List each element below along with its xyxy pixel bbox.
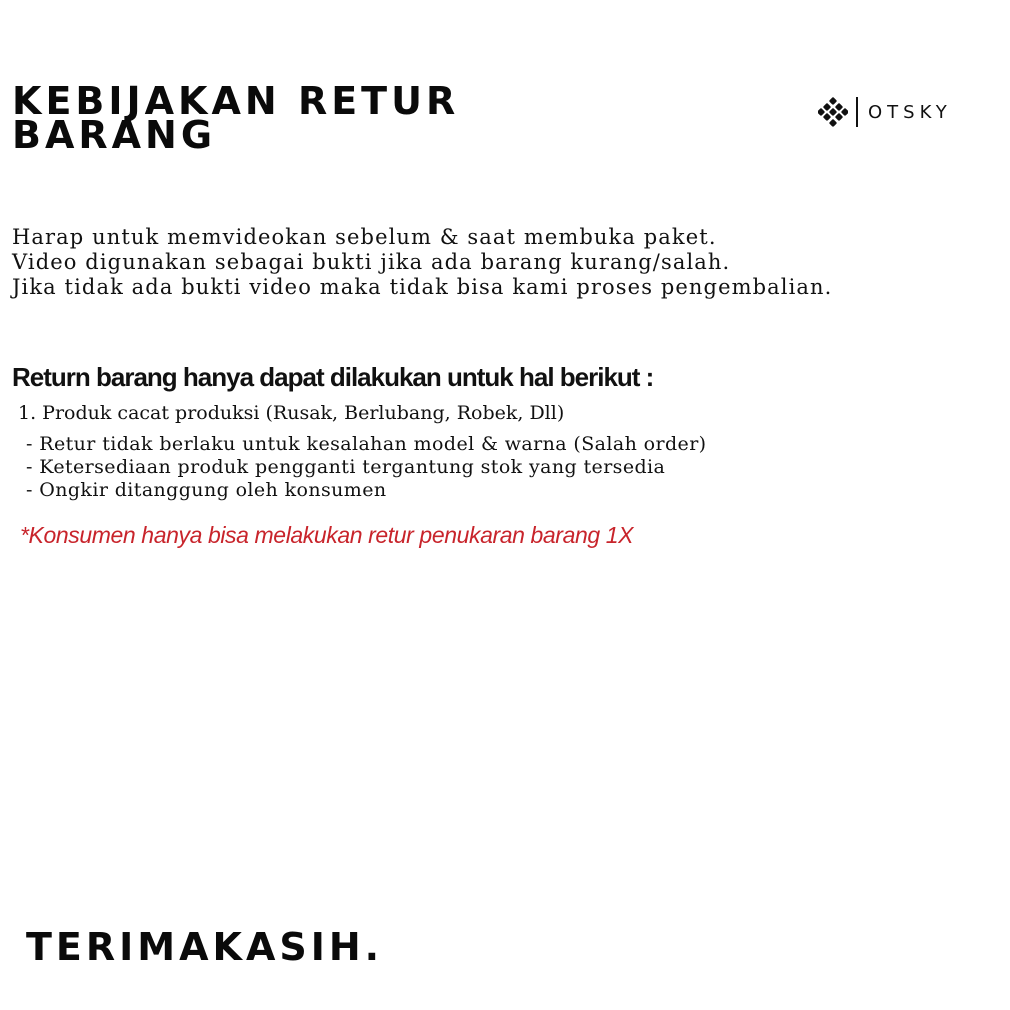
page-title — [12, 79, 460, 157]
condition-notes — [18, 433, 707, 502]
condition-note: - Ongkir ditanggung oleh konsumen — [26, 479, 387, 501]
return-heading: Return barang hanya dapat dilakukan untuk hal berikut : — [12, 362, 654, 392]
page-title-line-1: KEBIJAKAN RETUR — [12, 79, 460, 123]
page-title-line-2: BARANG — [12, 113, 217, 157]
intro-line-3: Jika tidak ada bukti video maka tidak bisa kami proses pengembalian. — [12, 275, 833, 299]
return-conditions — [18, 402, 707, 502]
intro-line-2: Video digunakan sebagai bukti jika ada barang kurang/salah. — [12, 250, 731, 274]
condition-note: - Ketersediaan produk pengganti tergantung stok yang tersedia — [26, 456, 666, 478]
exchange-limit-note: *Konsumen hanya bisa melakukan retur penukaran barang 1X — [20, 522, 634, 548]
condition-note: - Retur tidak berlaku untuk kesalahan model & warna (Salah order) — [26, 433, 707, 455]
intro-paragraph — [12, 225, 1007, 300]
intro-line-1: Harap untuk memvideokan sebelum & saat membuka paket. — [12, 225, 717, 249]
thanks-text: TERIMAKASIH. — [26, 925, 384, 969]
brand-logo — [818, 96, 952, 128]
diamond-grid-logo-icon — [818, 97, 848, 127]
brand-name: OTSKY — [868, 101, 952, 123]
brand-divider — [856, 97, 858, 127]
condition-item: 1. Produk cacat produksi (Rusak, Berlubang, Robek, Dll) — [18, 402, 565, 424]
